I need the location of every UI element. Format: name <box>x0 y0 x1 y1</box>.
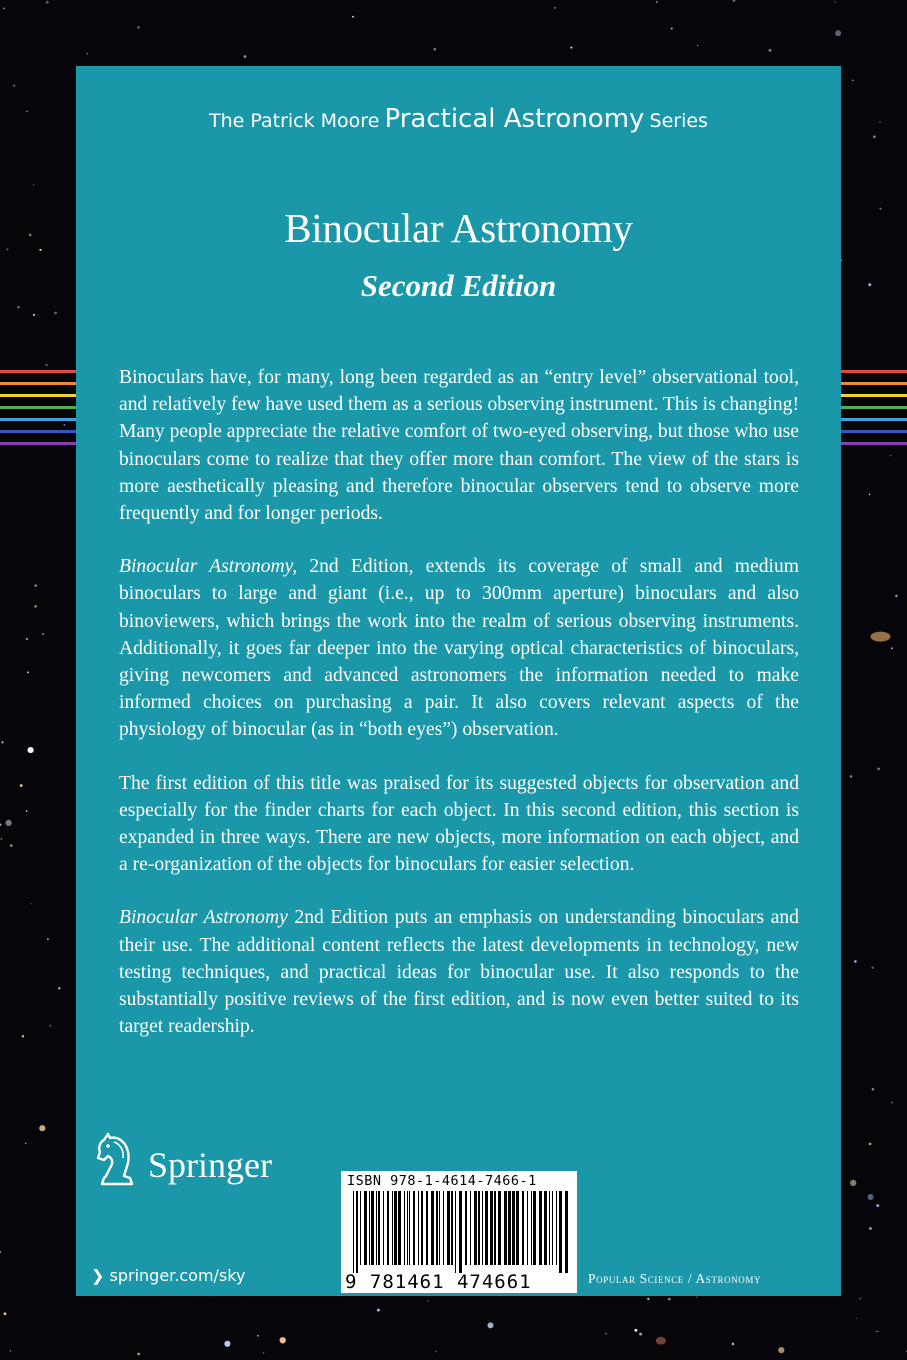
book-title: Binocular Astronomy <box>284 205 633 251</box>
star <box>137 1353 140 1356</box>
star <box>554 7 556 9</box>
barcode-bar <box>559 1191 562 1273</box>
barcode-bar <box>470 1191 471 1265</box>
star <box>1 838 3 840</box>
star <box>47 938 49 940</box>
blurb-paragraph-1: Binoculars have, for many, long been regarded as an “entry level” observational tool, and relatively few have used them as a serious observing instrument. This is changing! Many people appreciate the relative comfort of two-eyed observing, but those who use binoculars come to realize that they offer more than comfort. The view of the stars is more aesthetically pleasing and therefore binocular observers tend to observe more frequently and for longer periods. <box>119 367 799 525</box>
barcode-bar <box>436 1191 438 1265</box>
title-italic: Binocular Astronomy <box>119 907 288 929</box>
barcode-bar <box>371 1191 374 1265</box>
star <box>5 820 11 826</box>
spectrum-stripe <box>0 382 76 385</box>
star <box>137 26 139 28</box>
star <box>850 775 852 777</box>
star <box>778 1347 784 1353</box>
barcode-bar <box>418 1191 419 1265</box>
star <box>868 283 871 286</box>
barcode-bar <box>398 1191 401 1265</box>
star <box>26 111 27 112</box>
barcode-bar <box>404 1191 405 1265</box>
chevron-right-icon: ❯ <box>91 1266 105 1285</box>
star <box>891 647 893 649</box>
barcode-bar <box>494 1191 496 1265</box>
barcode-bar <box>378 1191 380 1265</box>
star <box>668 1298 671 1301</box>
barcode-bar <box>369 1191 370 1265</box>
spectrum-stripe <box>841 430 907 433</box>
star <box>257 1335 259 1337</box>
barcode-bar <box>356 1191 358 1273</box>
barcode-bar <box>413 1191 415 1265</box>
star <box>17 306 19 308</box>
barcode-bar <box>533 1191 536 1265</box>
barcode-bar <box>527 1191 528 1265</box>
barcode-bar <box>465 1191 467 1265</box>
star <box>879 121 880 122</box>
barcode-bar <box>504 1191 507 1265</box>
star <box>244 55 247 58</box>
star <box>872 1088 875 1091</box>
spectrum-stripes-left <box>0 370 76 530</box>
knight-chess-piece-icon <box>94 1132 140 1188</box>
star <box>33 314 35 316</box>
spectrum-stripe <box>0 394 76 397</box>
back-cover-panel <box>76 66 841 1296</box>
star <box>647 1298 649 1300</box>
star <box>20 784 23 787</box>
barcode-bar <box>407 1191 408 1265</box>
star <box>3 7 5 9</box>
spectrum-stripe <box>0 406 76 409</box>
star <box>33 184 34 185</box>
barcode-bar <box>443 1191 444 1265</box>
barcode-bar <box>522 1191 524 1265</box>
star <box>856 1318 857 1319</box>
barcode-bar <box>426 1191 428 1265</box>
star <box>27 671 29 673</box>
barcode-bar <box>485 1191 488 1265</box>
barcode-bar <box>512 1191 515 1265</box>
galaxy <box>871 632 891 642</box>
spectrum-stripe <box>0 442 76 445</box>
star <box>895 595 897 597</box>
star <box>891 1102 893 1104</box>
publisher-name: Springer <box>148 1145 272 1185</box>
star <box>854 960 857 963</box>
star <box>835 30 841 36</box>
blurb-paragraph-3: The first edition of this title was praised for its suggested objects for observation and especially for the finder charts for each object. In this second edition, this section is expanded in three ways. There are new objects, more information on each object, and a re-organization of the objects for binoculars for easier selection. <box>119 772 799 876</box>
star <box>25 1143 26 1144</box>
star <box>4 1312 7 1315</box>
blurb <box>119 364 799 1066</box>
barcode-bar <box>360 1191 361 1265</box>
star <box>869 1143 872 1146</box>
star <box>34 605 37 608</box>
star <box>570 47 572 49</box>
spectrum-stripes-right <box>841 370 907 530</box>
star <box>879 208 881 210</box>
star <box>876 1204 879 1207</box>
barcode-bar <box>459 1191 462 1273</box>
star <box>352 16 354 18</box>
springer-logo <box>94 1132 272 1192</box>
series-prefix: The Patrick Moore <box>209 110 380 132</box>
star <box>39 1125 45 1131</box>
star <box>224 1341 230 1347</box>
spectrum-stripe <box>0 370 76 373</box>
star <box>7 248 9 250</box>
barcode-bar <box>364 1191 367 1265</box>
barcode-bar <box>478 1191 480 1265</box>
barcode-digits: 9 781461 474661 <box>345 1271 532 1293</box>
publisher-url[interactable] <box>91 1266 245 1285</box>
category-label: Popular Science / Astronomy <box>588 1271 762 1286</box>
barcode-bar <box>387 1191 389 1265</box>
blurb-paragraph-2: Binocular Astronomy, 2nd Edition, extends its coverage of small and medium binoculars to large and giant (i.e., up to 300mm aperture) binoculars and also binoviewers, which brings the work into the realm of serious observing instruments. Additionally, it goes far deeper into the varying optical characteristics of binoculars, giving newcomers and advanced astronomers the information needed to make informed choices on purchasing a pair. It also covers relevant aspects of the physiology of binocular (as in “both eyes”) observation. <box>119 556 799 741</box>
spectrum-stripe <box>841 370 907 373</box>
star <box>850 1180 856 1186</box>
star <box>696 1296 697 1297</box>
star <box>45 364 47 366</box>
barcode-bars <box>345 1191 573 1273</box>
star <box>435 1351 436 1352</box>
star <box>860 1298 861 1299</box>
star <box>871 967 873 969</box>
star <box>869 1227 872 1230</box>
star <box>10 1350 12 1352</box>
barcode-bar <box>516 1191 519 1265</box>
url-text: springer.com/sky <box>109 1266 246 1285</box>
series-name <box>76 104 841 134</box>
star <box>54 312 57 315</box>
star <box>29 234 32 237</box>
star <box>22 1035 24 1037</box>
spectrum-stripe <box>841 406 907 409</box>
star <box>697 45 698 46</box>
barcode-bar <box>439 1191 440 1265</box>
star <box>877 768 880 771</box>
star <box>639 1333 642 1336</box>
star <box>427 1300 429 1302</box>
star <box>733 0 736 2</box>
star <box>835 1 836 2</box>
star <box>1 741 3 743</box>
star <box>26 810 28 812</box>
star <box>263 1352 264 1353</box>
star <box>852 79 854 81</box>
star <box>873 135 876 138</box>
barcode-bar <box>353 1191 354 1273</box>
barcode-bar <box>474 1191 477 1265</box>
star <box>49 1025 51 1027</box>
isbn-barcode <box>341 1171 577 1293</box>
isbn-label: ISBN 978-1-4614-7466-1 <box>347 1173 537 1189</box>
book-subtitle: Second Edition <box>360 268 557 303</box>
barcode-bar <box>508 1191 511 1265</box>
star <box>487 1322 493 1328</box>
star <box>769 49 772 52</box>
barcode-bar <box>539 1191 542 1265</box>
star <box>0 824 1 826</box>
title-italic: Binocular Astronomy, <box>119 556 298 578</box>
star <box>868 1194 874 1200</box>
spectrum-stripe <box>841 382 907 385</box>
series-suffix: Series <box>649 110 708 132</box>
barcode-bar <box>383 1191 384 1265</box>
barcode-bar <box>552 1191 553 1265</box>
star <box>46 1 49 4</box>
star <box>10 844 12 846</box>
barcode-bar <box>482 1191 483 1265</box>
star <box>876 1331 877 1332</box>
star <box>28 747 34 753</box>
star <box>377 1309 380 1312</box>
star <box>87 53 88 54</box>
barcode-bar <box>490 1191 493 1265</box>
barcode-bar <box>565 1191 568 1273</box>
barcode-bar <box>421 1191 423 1265</box>
barcode-bar <box>376 1191 377 1265</box>
barcode-bar <box>447 1191 450 1265</box>
star <box>434 48 436 50</box>
barcode-bar <box>498 1191 501 1265</box>
star <box>0 1251 1 1253</box>
barcode-bar <box>544 1191 547 1265</box>
star <box>13 85 15 87</box>
star <box>31 903 32 904</box>
star <box>605 1333 607 1335</box>
star <box>634 1329 637 1332</box>
series-highlight: Practical Astronomy <box>384 104 645 134</box>
star <box>671 28 673 30</box>
star <box>39 249 41 251</box>
star <box>42 633 44 635</box>
star <box>280 1337 286 1343</box>
barcode-bar <box>556 1191 557 1265</box>
barcode-bar <box>409 1191 410 1265</box>
star <box>732 1343 734 1345</box>
galaxy <box>656 1337 666 1345</box>
star <box>26 638 28 640</box>
barcode-bar <box>455 1191 456 1273</box>
barcode-bar <box>531 1191 532 1265</box>
barcode-bar <box>451 1191 453 1265</box>
star <box>35 584 37 586</box>
barcode-bar <box>549 1191 550 1265</box>
blurb-paragraph-4: Binocular Astronomy 2nd Edition puts an emphasis on understanding binoculars and their use. The additional content reflects the latest developments in technology, new testing techniques, and practical ideas for binocular use. It also responds to the substantially positive reviews of the first edition, and is now even better suited to its target readership. <box>119 907 799 1038</box>
barcode-bar <box>392 1191 393 1265</box>
spectrum-stripe <box>0 418 76 421</box>
spectrum-stripe <box>841 394 907 397</box>
star <box>656 1 658 3</box>
star <box>58 987 61 990</box>
spectrum-stripe <box>841 442 907 445</box>
barcode-bar <box>431 1191 434 1265</box>
barcode-bar <box>394 1191 397 1265</box>
spectrum-stripe <box>0 430 76 433</box>
spectrum-stripe <box>841 418 907 421</box>
